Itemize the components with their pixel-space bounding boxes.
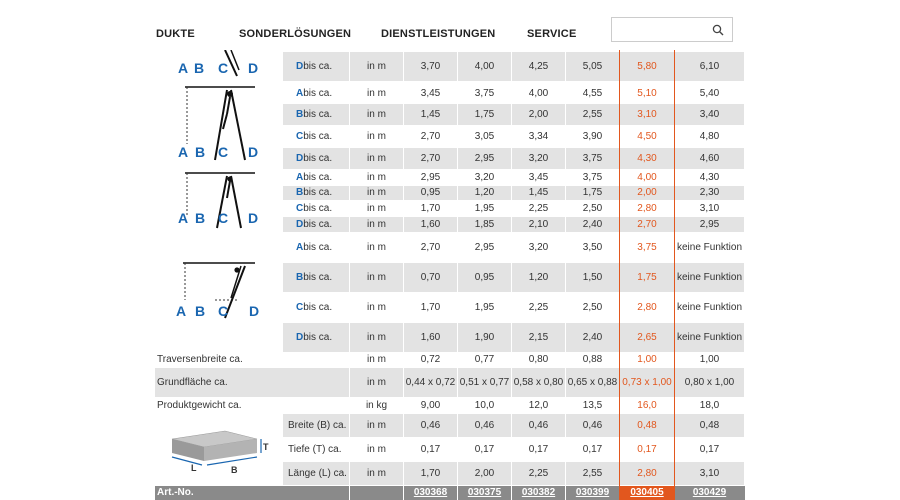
ladder-letter-c: C [218,144,229,160]
table-row [0,323,743,352]
value-cell: 2,00 [528,108,549,120]
value-cell: 0,48 [699,419,720,431]
value-cell: 2,10 [528,218,549,230]
table-row [0,126,720,147]
value-cell: 5,80 [637,60,657,72]
unit-cell: in m [367,87,386,99]
height-letter: C [296,202,304,214]
value-cell: 4,60 [699,152,720,164]
value-cell: 3,75 [474,87,495,99]
height-letter: A [296,171,304,183]
value-cell: 3,05 [474,130,495,142]
value-cell: 2,70 [637,218,657,230]
value-cell: 0,17 [420,443,441,455]
value-cell: 4,50 [637,130,657,142]
value-cell: 3,40 [699,108,720,120]
value-cell: 2,95 [420,171,441,183]
value-cell: 0,17 [582,443,603,455]
value-cell: 16,0 [637,399,657,411]
value-cell: 4,00 [637,171,657,183]
box-label-l: L [191,463,197,473]
value-cell: 0,70 [420,271,441,283]
height-label [296,293,349,322]
ladder-pictogram-1 [175,50,270,83]
column-divider [403,50,404,500]
nav-item-dienstleistungen[interactable]: DIENSTLEISTUNGEN [381,28,496,40]
table-row [0,293,743,322]
value-cell: 3,50 [582,241,603,253]
height-suffix: bis ca. [303,331,333,343]
unit-cell: in m [367,467,386,479]
height-letter: B [296,187,304,198]
value-cell: 1,20 [474,187,495,198]
value-cell: 3,75 [637,241,657,253]
value-cell: 0,58 x 0,80 [513,376,564,388]
ladder-letter-b: B [195,303,206,319]
package-dimensions-icon [157,415,282,485]
value-cell: keine Funktion [676,241,743,253]
table-row [0,186,720,200]
value-cell: 0,77 [474,354,495,365]
value-cell: 0,46 [420,419,441,431]
unit-cell: in m [367,130,386,142]
value-cell: 0,80 [528,354,549,365]
spec-label: Produktgewicht ca. [157,399,242,411]
value-cell: 1,75 [637,271,657,283]
table-row [0,217,720,232]
value-cell: 2,65 [637,331,657,343]
height-label [296,148,349,169]
ladder-letter-a: A [178,60,189,76]
value-cell: 2,80 [637,467,657,479]
article-number-link[interactable]: 030405 [630,487,664,498]
value-cell: 3,45 [528,171,549,183]
value-cell: 0,65 x 0,88 [567,376,618,388]
unit-cell: in m [367,331,386,343]
height-label [296,126,349,147]
height-suffix: bis ca. [303,187,333,198]
ladder-letter-b: B [195,144,206,160]
ladder-letter-d: D [248,60,259,76]
column-divider [511,50,512,500]
value-cell: keine Funktion [676,301,743,313]
height-label [296,201,349,216]
height-label [296,52,349,81]
value-cell: 2,25 [528,301,549,313]
ladder-pictogram-2 [175,84,270,164]
value-cell: 0,51 x 0,77 [459,376,510,388]
height-letter: C [296,130,304,142]
table-row [0,398,720,413]
value-cell: 5,05 [582,60,603,72]
article-number-row [155,486,745,500]
box-label-b: B [231,465,238,475]
ladder-letter-b: B [195,210,206,226]
value-cell: 0,17 [528,443,549,455]
height-label [296,323,349,352]
value-cell: 3,90 [582,130,603,142]
ladder-letter-a: A [176,303,187,319]
value-cell: 6,10 [699,60,720,72]
ladder-letter-b: B [194,60,205,76]
unit-cell: in m [367,60,386,72]
ladder-letter-a: A [178,144,189,160]
ladder-letter-d: D [248,210,259,226]
value-cell: 2,95 [474,241,495,253]
value-cell: 2,40 [582,331,603,343]
value-cell: 4,00 [474,60,495,72]
unit-cell: in m [367,202,386,214]
value-cell: 1,70 [420,467,441,479]
value-cell: 9,00 [420,399,441,411]
article-number-link[interactable]: 030368 [413,487,448,498]
value-cell: 1,75 [582,187,603,198]
column-divider [565,50,566,500]
value-cell: 12,0 [528,399,549,411]
value-cell: 1,20 [528,271,549,283]
value-cell: 2,80 [637,202,657,214]
unit-cell: in m [367,419,386,431]
value-cell: 3,20 [474,171,495,183]
nav-item-service[interactable]: SERVICE [527,28,577,40]
value-cell: 2,70 [420,130,441,142]
box-label-t: T [263,442,269,452]
value-cell: 0,17 [474,443,495,455]
article-number-link[interactable]: 030399 [575,487,610,498]
table-row [0,438,720,461]
height-label [296,186,349,200]
value-cell: 1,60 [420,218,441,230]
value-cell: 5,40 [699,87,720,99]
height-letter: D [296,60,304,72]
ladder-letter-c: C [218,60,229,76]
highlight-column-border [619,50,620,500]
value-cell: 2,50 [582,301,603,313]
value-cell: keine Funktion [676,271,743,283]
table-row [0,368,735,397]
value-cell: 3,10 [699,467,720,479]
value-cell: 3,70 [420,60,441,72]
package-label: Länge (L) ca. [288,467,347,479]
value-cell: 1,45 [528,187,549,198]
highlight-column-border [674,50,675,500]
table-row [0,52,720,81]
search-icon[interactable] [712,24,724,36]
value-cell: 1,50 [582,271,603,283]
ladder-pictogram-3 [175,170,270,232]
value-cell: 2,25 [528,202,549,214]
value-cell: 13,5 [582,399,603,411]
value-cell: 2,95 [474,152,495,164]
search-box [611,17,733,42]
value-cell: 3,34 [528,130,549,142]
height-letter: D [296,152,304,164]
value-cell: 2,50 [582,202,603,214]
value-cell: 4,30 [699,171,720,183]
value-cell: 4,30 [637,152,657,164]
height-letter: D [296,331,304,343]
value-cell: 0,72 [420,354,441,365]
value-cell: 1,75 [474,108,495,120]
value-cell: 0,46 [528,419,549,431]
value-cell: 4,25 [528,60,549,72]
package-label: Breite (B) ca. [288,419,347,431]
table-row [0,414,720,437]
value-cell: 1,45 [420,108,441,120]
value-cell: 4,55 [582,87,603,99]
table-row [0,148,720,169]
value-cell: 1,95 [474,202,495,214]
article-number-label: Art.-No. [157,487,194,498]
value-cell: 4,00 [528,87,549,99]
value-cell: 2,15 [528,331,549,343]
height-suffix: bis ca. [303,108,333,120]
height-suffix: bis ca. [303,202,333,214]
table-row [0,353,720,367]
value-cell: 0,48 [637,419,657,431]
value-cell: 1,85 [474,218,495,230]
unit-cell: in m [367,443,386,455]
table-row [0,233,743,262]
value-cell: 3,10 [637,108,657,120]
unit-cell: in m [367,187,386,198]
value-cell: 0,95 [420,187,441,198]
height-suffix: bis ca. [303,87,333,99]
height-letter: D [296,218,304,230]
height-suffix: bis ca. [303,218,333,230]
value-cell: 3,10 [699,202,720,214]
value-cell: 1,00 [699,354,720,365]
search-input[interactable] [616,21,711,38]
top-navigation [0,0,900,50]
ladder-letter-c: C [218,303,229,319]
value-cell: 2,55 [582,108,603,120]
unit-cell: in m [367,301,386,313]
unit-cell: in m [367,171,386,183]
height-suffix: bis ca. [303,130,333,142]
value-cell: 0,73 x 1,00 [622,376,672,388]
value-cell: 2,95 [699,218,720,230]
unit-cell: in kg [365,399,388,411]
value-cell: 4,80 [699,130,720,142]
package-label: Tiefe (T) ca. [288,443,342,455]
value-cell: 2,00 [474,467,495,479]
value-cell: 3,45 [420,87,441,99]
value-cell: 0,17 [699,443,720,455]
value-cell: keine Funktion [676,331,743,343]
value-cell: 1,00 [637,354,657,365]
height-letter: B [296,271,304,283]
value-cell: 10,0 [474,399,495,411]
table-row [0,104,720,125]
value-cell: 1,70 [420,301,441,313]
value-cell: 2,80 [637,301,657,313]
value-cell: 18,0 [699,399,720,411]
height-label [296,84,349,103]
nav-item-produkte[interactable]: DUKTE [156,28,195,40]
value-cell: 5,10 [637,87,657,99]
table-row [0,84,720,103]
column-divider [349,50,350,500]
value-cell: 3,20 [528,152,549,164]
nav-item-sonderloesungen[interactable]: SONDERLÖSUNGEN [239,28,352,40]
value-cell: 3,75 [582,171,603,183]
height-suffix: bis ca. [303,241,333,253]
height-letter: A [296,87,304,99]
value-cell: 1,70 [420,202,441,214]
table-row [0,263,743,292]
value-cell: 1,95 [474,301,495,313]
unit-cell: in m [367,376,386,388]
table-row [0,201,720,216]
value-cell: 2,70 [420,152,441,164]
value-cell: 2,70 [420,241,441,253]
height-letter: C [296,301,304,313]
article-number-link[interactable]: 030375 [467,487,502,498]
value-cell: 2,30 [699,187,720,198]
height-suffix: bis ca. [303,271,333,283]
height-label [296,217,349,232]
value-cell: 0,88 [582,354,603,365]
spec-label: Grundfläche ca. [157,376,228,388]
value-cell: 0,46 [474,419,495,431]
article-number-link[interactable]: 030429 [692,487,727,498]
value-cell: 2,25 [528,467,549,479]
height-label [296,170,349,185]
height-label [296,233,349,262]
value-cell: 0,46 [582,419,603,431]
ladder-letter-c: C [218,210,229,226]
ladder-letter-a: A [178,210,189,226]
height-suffix: bis ca. [303,152,333,164]
ladder-pictogram-4 [175,258,270,324]
value-cell: 3,20 [528,241,549,253]
height-suffix: bis ca. [303,171,333,183]
height-label [296,104,349,125]
value-cell: 0,44 x 0,72 [405,376,456,388]
unit-cell: in m [367,271,386,283]
value-cell: 1,90 [474,331,495,343]
value-cell: 2,55 [582,467,603,479]
unit-cell: in m [367,108,386,120]
column-divider [457,50,458,500]
ladder-letter-d: D [248,144,259,160]
unit-cell: in m [367,241,386,253]
value-cell: 2,00 [637,187,657,198]
value-cell: 3,75 [582,152,603,164]
value-cell: 2,40 [582,218,603,230]
unit-cell: in m [367,152,386,164]
value-cell: 0,17 [637,443,657,455]
value-cell: 1,60 [420,331,441,343]
value-cell: 0,80 x 1,00 [684,376,735,388]
unit-cell: in m [367,218,386,230]
unit-cell: in m [367,354,386,365]
height-letter: B [296,108,304,120]
article-number-link[interactable]: 030382 [521,487,556,498]
table-row [0,170,720,185]
table-row [0,462,720,485]
spec-label: Traversenbreite ca. [157,354,243,365]
height-suffix: bis ca. [303,60,333,72]
height-suffix: bis ca. [303,301,333,313]
height-label [296,263,349,292]
value-cell: 0,95 [474,271,495,283]
height-letter: A [296,241,304,253]
ladder-letter-d: D [249,303,260,319]
